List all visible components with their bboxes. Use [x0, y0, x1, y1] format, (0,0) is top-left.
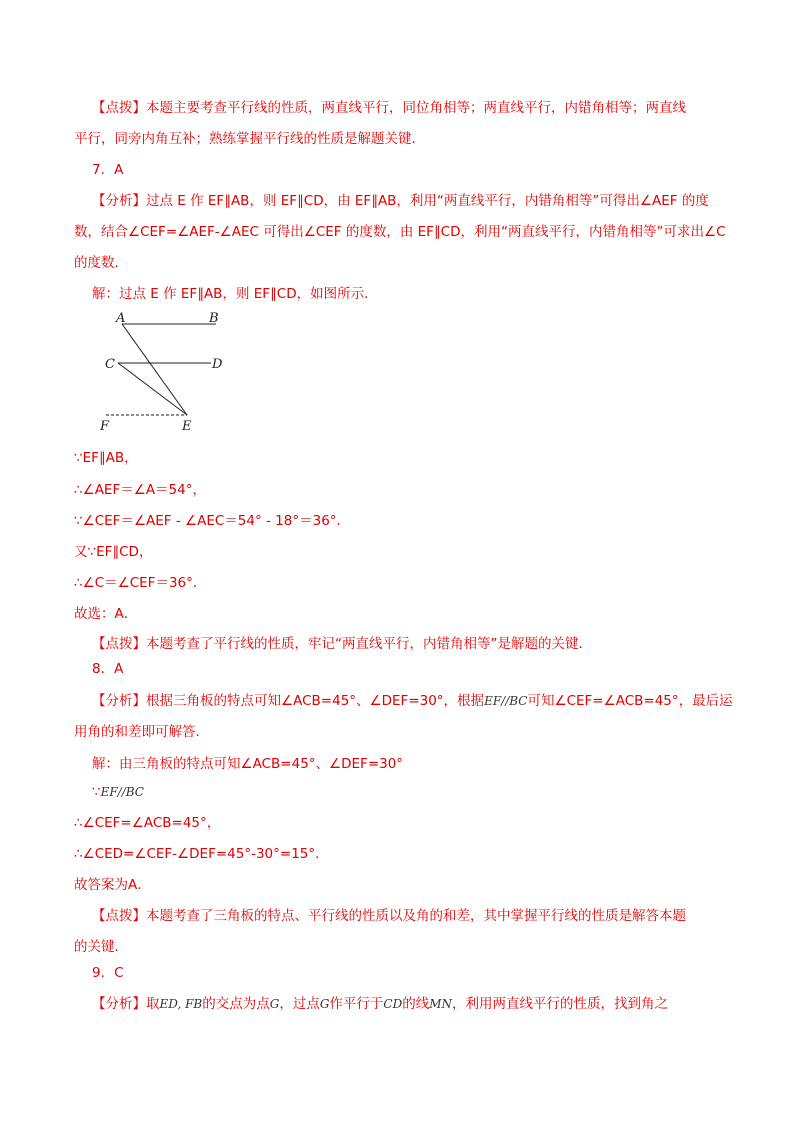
q7-step-1: ∵EF∥AB，: [74, 450, 138, 466]
tip-6-line-1: 【点拨】本题主要考查平行线的性质，两直线平行，同位角相等；两直线平行，内错角相等；两直线: [92, 100, 686, 116]
q9-text-4: 作平行于: [329, 996, 384, 1012]
q8-step-1: [92, 782, 144, 802]
q7-answer: 7．A: [92, 162, 124, 178]
label-e: E: [182, 419, 192, 433]
q9-math-ed-fb: ED, FB: [159, 997, 203, 1011]
label-a: A: [116, 311, 126, 326]
q8-step-1-math: EF//BC: [100, 785, 144, 799]
q8-answer: 8．A: [92, 661, 124, 677]
parallel-lines-figure: [96, 308, 236, 433]
q8-step-4: 故答案为A．: [74, 877, 151, 893]
segment-ae: [122, 324, 187, 415]
because-symbol: ∵: [92, 784, 101, 800]
q7-step-3: ∵∠CEF＝∠AEF - ∠AEC＝54° - 18°＝36°．: [74, 513, 351, 529]
segment-ce: [118, 363, 187, 415]
q8-analysis-text-1: 【分析】根据三角板的特点可知∠ACB=45°、∠DEF=30°，根据: [92, 693, 485, 709]
q9-answer: 9．C: [92, 965, 124, 981]
q7-step-2: ∴∠AEF＝∠A＝54°，: [74, 482, 206, 498]
q8-math-ef-bc: EF//BC: [484, 694, 528, 708]
q7-step-5: ∴∠C＝∠CEF＝36°．: [74, 575, 207, 591]
q8-tip-line-1: 【点拨】本题考查了三角板的特点、平行线的性质以及角的和差，其中掌握平行线的性质是解答本题: [92, 908, 686, 924]
label-b: B: [209, 311, 219, 326]
q9-text-1: 【分析】取: [92, 996, 160, 1012]
q9-math-mn: MN: [429, 997, 453, 1011]
q7-solution-intro: 解：过点 E 作 EF∥AB，则 EF∥CD，如图所示．: [92, 286, 378, 302]
q8-step-3: ∴∠CED=∠CEF-∠DEF=45°-30°=15°．: [74, 846, 329, 862]
q9-analysis-line-1: [92, 994, 668, 1014]
q9-text-6: ，利用两直线平行的性质，找到角之: [452, 996, 669, 1012]
q7-analysis-line-1: 【分析】过点 E 作 EF∥AB，则 EF∥CD，由 EF∥AB，利用“两直线平行，内错角相等”可得出∠AEF 的度: [92, 193, 709, 209]
q9-math-cd: CD: [383, 997, 403, 1011]
q7-step-4: 又∵EF∥CD，: [74, 544, 153, 560]
tip-6-line-2: 平行，同旁内角互补；熟练掌握平行线的性质是解题关键．: [74, 131, 425, 147]
q8-analysis-line-2: 用角的和差即可解答．: [74, 724, 209, 740]
q9-math-g-2: G: [319, 997, 330, 1011]
q8-solution-intro: 解：由三角板的特点可知∠ACB=45°、∠DEF=30°: [92, 756, 404, 772]
q9-text-5: 的线: [402, 996, 430, 1012]
q8-analysis-text-2: 可知∠CEF=∠ACB=45°，最后运: [527, 693, 733, 709]
label-f: F: [100, 419, 110, 433]
q7-tip: 【点拨】本题考查了平行线的性质，牢记“两直线平行，内错角相等”是解题的关键．: [92, 636, 592, 652]
q8-step-2: ∴∠CEF=∠ACB=45°，: [74, 815, 221, 831]
q8-analysis-line-1: [92, 691, 733, 711]
q9-text-3: ，过点: [279, 996, 320, 1012]
q7-step-6: 故选：A．: [74, 606, 138, 622]
label-c: C: [105, 357, 115, 372]
q9-text-2: 的交点为点: [202, 996, 270, 1012]
q8-tip-line-2: 的关键．: [74, 939, 128, 955]
q9-math-g: G: [269, 997, 280, 1011]
q7-analysis-line-2: 数，结合∠CEF=∠AEF-∠AEC 可得出∠CEF 的度数，由 EF∥CD，利用“两直线平行，内错角相等”可求出∠C: [74, 224, 726, 240]
label-d: D: [212, 357, 223, 372]
q7-analysis-line-3: 的度数．: [74, 255, 128, 271]
